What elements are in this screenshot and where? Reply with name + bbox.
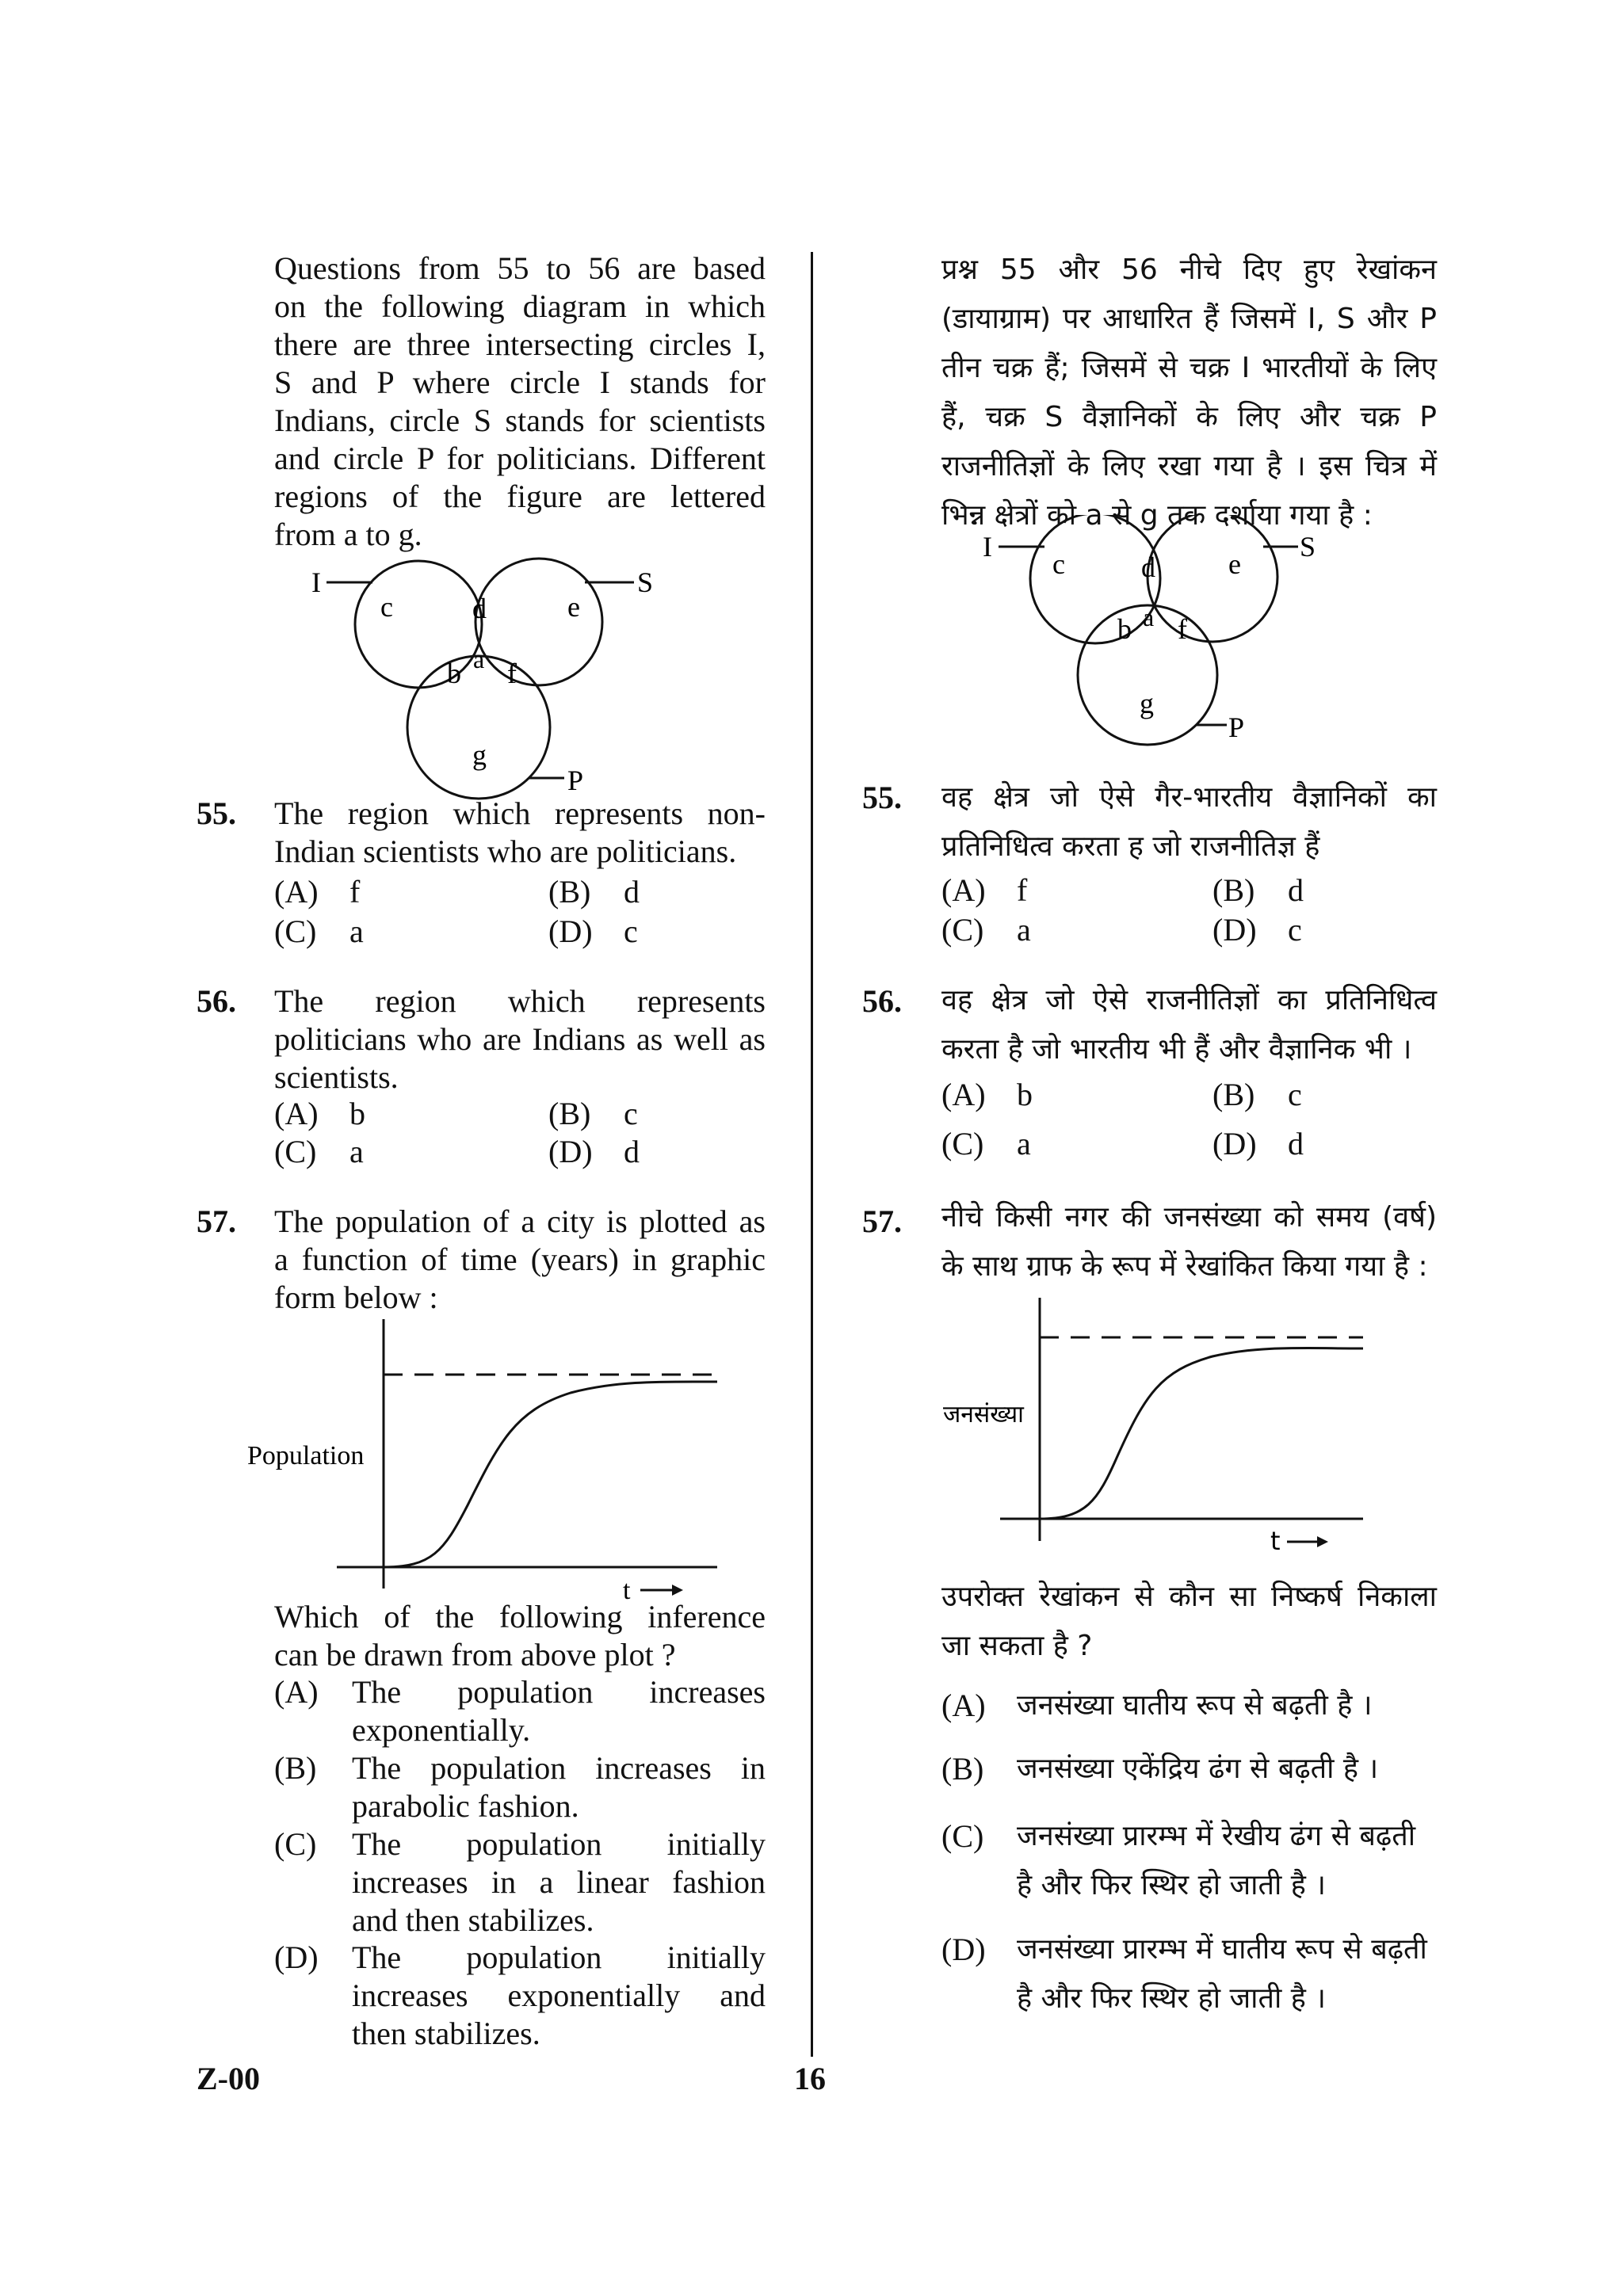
en-intro-line: regions of the figure are lettered (274, 479, 766, 514)
venn-region-c: c (380, 591, 393, 623)
hi-q56-line: वह क्षेत्र जो ऐसे राजनीतिज्ञों का प्रतिनिधित्व (941, 984, 1437, 1016)
en-intro-line: on the following diagram in which (274, 288, 766, 324)
hi-intro-line: राजनीतिज्ञों के लिए रखा गया है । इस चित्र में (941, 450, 1437, 482)
en-q56-number: 56. (197, 983, 236, 1019)
hi-q57-number: 57. (862, 1203, 902, 1239)
venn-label-s: S (1300, 531, 1316, 563)
en-intro-line: from a to g. (274, 517, 422, 552)
hi-q56-option-c[interactable]: (C) a (941, 1126, 1031, 1161)
hi-q57-line: नीचे किसी नगर की जनसंख्या को समय (वर्ष) (941, 1201, 1437, 1234)
hi-q55-text (941, 773, 1437, 871)
en-q57-option-c[interactable]: (C) The population initially increases in a linear fashion and then stabilizes. (274, 1826, 766, 1938)
venn-region-e: e (1228, 548, 1241, 580)
venn-region-d: d (472, 593, 487, 624)
venn-circle-s (475, 559, 602, 685)
hi-q55-line: वह क्षेत्र जो ऐसे गैर-भारतीय वैज्ञानिकों का (941, 781, 1437, 814)
hi-q56-option-b[interactable]: (B) c (1212, 1077, 1302, 1112)
venn-region-c: c (1052, 548, 1065, 580)
hi-q56-text (941, 976, 1437, 1074)
en-intro-line: there are three intersecting circles I, (274, 326, 766, 362)
en-q55-option-b[interactable]: (B) d (548, 874, 640, 910)
hi-q57-after-line: उपरोक्त रेखांकन से कौन सा निष्कर्ष निकाला (941, 1581, 1437, 1613)
hi-graph-arrow-head (1317, 1536, 1328, 1547)
en-intro-line: Questions from 55 to 56 are based (274, 250, 766, 286)
venn-region-e: e (567, 591, 580, 623)
column-divider (811, 252, 813, 2057)
venn-region-g: g (1140, 688, 1154, 719)
venn-label-i: I (311, 566, 321, 598)
en-intro-line: and circle P for politicians. Different (274, 441, 766, 476)
en-q57-option-d[interactable]: (D) The population initially increases exponentially and then stabilizes. (274, 1939, 766, 2051)
hi-q55-option-a[interactable]: (A) f (941, 872, 1028, 908)
en-q56-option-a[interactable]: (A) b (274, 1096, 365, 1131)
hi-q56-option-a[interactable]: (A) b (941, 1077, 1033, 1112)
en-q56-option-d[interactable]: (D) d (548, 1134, 640, 1169)
hi-q55-number: 55. (862, 780, 902, 815)
en-venn-diagram (301, 555, 682, 800)
hi-q57-option-d[interactable]: (D) जनसंख्या प्रारम्भ में घातीय रूप से बढ़ती है और फिर स्थिर हो जाती है । (941, 1932, 1427, 2015)
hi-q57-after-line: जा सकता है ? (941, 1630, 1093, 1662)
venn-label-s: S (637, 566, 654, 598)
hi-q55-option-d[interactable]: (D) c (1212, 912, 1302, 948)
hi-q56-option-d[interactable]: (D) d (1212, 1126, 1304, 1161)
hi-q55-option-c[interactable]: (C) a (941, 912, 1031, 948)
en-graph-ylabel: Population (247, 1441, 365, 1470)
en-q55-number: 55. (197, 795, 236, 831)
hi-intro-line: हैं, चक्र S वैज्ञानिकों के लिए और चक्र P (941, 401, 1437, 433)
en-q57-option-b[interactable]: (B) The population increases in parabolic fashion. (274, 1750, 766, 1824)
venn-circle-s (1148, 515, 1277, 642)
en-q56-line: The region which represents (274, 983, 766, 1019)
footer-code: Z-00 (197, 2061, 260, 2096)
en-population-graph (238, 1315, 729, 1600)
en-q55-option-c[interactable]: (C) a (274, 913, 364, 949)
en-q56-option-c[interactable]: (C) a (274, 1134, 364, 1169)
en-q57-after (274, 1598, 766, 1674)
hi-graph-xlabel: t (1270, 1526, 1281, 1553)
en-q57-line: The population of a city is plotted as (274, 1203, 766, 1239)
hi-intro (941, 246, 1437, 540)
en-q57-line: form below : (274, 1280, 438, 1315)
en-q57-after-line: Which of the following inference (274, 1599, 766, 1634)
en-q55-line: Indian scientists who are politicians. (274, 833, 737, 869)
venn-region-b: b (1117, 613, 1132, 645)
en-q55-option-d[interactable]: (D) c (548, 913, 638, 949)
en-intro (274, 250, 766, 554)
en-q55-line: The region which represents non- (274, 795, 766, 831)
venn-circle-i (355, 561, 485, 688)
hi-q57-text (941, 1193, 1437, 1291)
hi-intro-line: भिन्न क्षेत्रों को a से g तक दर्शाया गया है : (941, 499, 1373, 532)
hi-intro-line: प्रश्न 55 और 56 नीचे दिए हुए रेखांकन (941, 254, 1437, 286)
hi-q56-line: करता है जो भारतीय भी हैं और वैज्ञानिक भी । (941, 1033, 1412, 1066)
venn-label-p: P (567, 765, 584, 796)
en-q57-number: 57. (197, 1203, 236, 1239)
en-graph-curve (384, 1382, 717, 1567)
en-q56-text (274, 982, 766, 1097)
en-graph-xlabel: t (623, 1576, 631, 1600)
hi-q57-option-c[interactable]: (C) जनसंख्या प्रारम्भ में रेखीय ढंग से बढ़ती है और फिर स्थिर हो जाती है । (941, 1818, 1416, 1901)
venn-circle-p (407, 656, 550, 799)
en-intro-line: S and P where circle I stands for (274, 364, 766, 400)
hi-venn-diagram (983, 515, 1331, 753)
hi-q57-after (941, 1573, 1437, 1671)
hi-q56-number: 56. (862, 983, 902, 1019)
venn-region-a: a (1143, 603, 1155, 631)
hi-q55-line: प्रतिनिधित्व करता ह जो राजनीतिज्ञ हैं (941, 830, 1320, 863)
hi-q57-option-b[interactable]: (B) जनसंख्या एकेंद्रिय ढंग से बढ़ती है । (941, 1751, 1379, 1787)
en-graph-arrow-head (672, 1585, 683, 1596)
venn-region-f: f (507, 658, 517, 689)
venn-region-a: a (473, 645, 485, 673)
hi-intro-line: तीन चक्र हैं; जिसमें से चक्र I भारतीयों के लिए (941, 352, 1437, 384)
en-q57-text (274, 1203, 766, 1317)
venn-label-p: P (1228, 711, 1245, 743)
en-q55-option-a[interactable]: (A) f (274, 874, 361, 910)
venn-region-d: d (1141, 551, 1155, 583)
page-number: 16 (794, 2061, 826, 2096)
en-q57-line: a function of time (years) in graphic (274, 1241, 766, 1277)
venn-region-g: g (472, 739, 487, 771)
venn-region-b: b (447, 658, 461, 689)
hi-intro-line: (डायाग्राम) पर आधारित हैं जिसमें I, S और P (941, 303, 1437, 335)
hi-q55-option-b[interactable]: (B) d (1212, 872, 1304, 908)
hi-graph-curve (1040, 1348, 1363, 1519)
en-q56-option-b[interactable]: (B) c (548, 1096, 638, 1131)
en-q56-line: scientists. (274, 1059, 399, 1095)
en-q56-line: politicians who are Indians as well as (274, 1021, 766, 1057)
en-q57-option-a[interactable]: (A) The population increases exponentially. (274, 1674, 766, 1748)
hi-q57-line: के साथ ग्राफ के रूप में रेखांकित किया गया है : (941, 1250, 1428, 1283)
en-intro-line: Indians, circle S stands for scientists (274, 402, 766, 438)
venn-region-f: f (1178, 613, 1187, 645)
hi-graph-ylabel: जनसंख्या (943, 1401, 1024, 1428)
hi-population-graph (935, 1291, 1379, 1553)
hi-q57-option-a[interactable]: (A) जनसंख्या घातीय रूप से बढ़ती है । (941, 1688, 1373, 1723)
en-q55-text (274, 795, 766, 871)
venn-label-i: I (983, 531, 992, 563)
en-q57-after-line: can be drawn from above plot ? (274, 1637, 676, 1672)
